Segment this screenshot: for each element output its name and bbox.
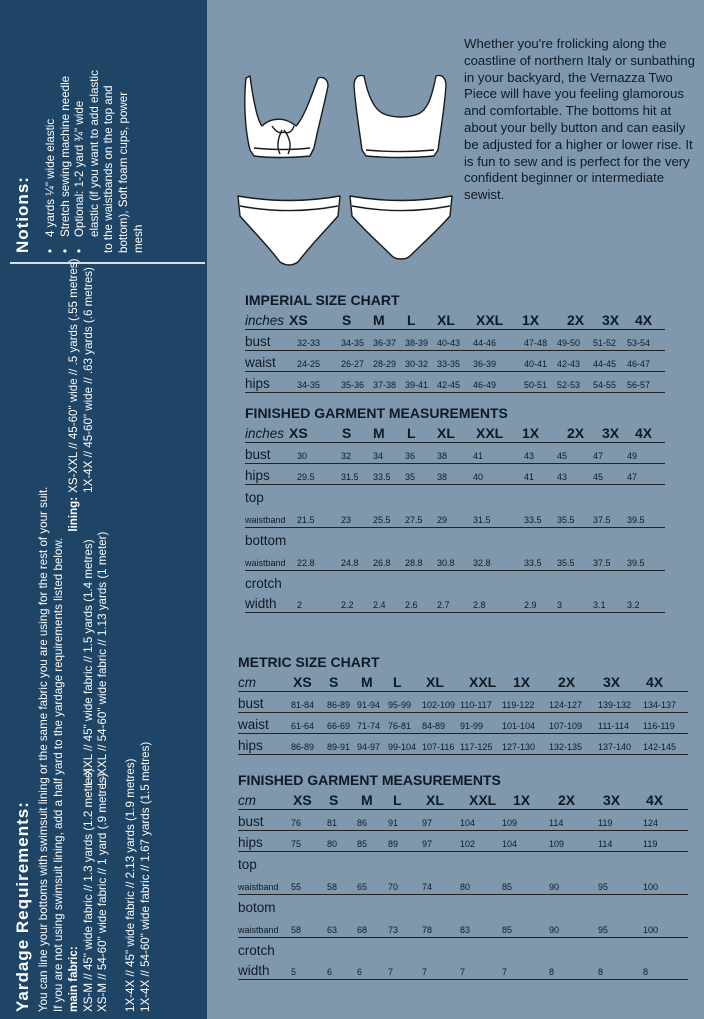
chart-cell: 81-84 bbox=[291, 700, 315, 710]
yardage-intro: You can line your bottoms with swimsuit lining or the same fabric you are using for the rest of your suit. bbox=[37, 486, 50, 1012]
hips-row bbox=[238, 831, 688, 852]
yardage-line: L-XXL // 45" wide fabric // 1.5 yards (1.4 metres) bbox=[81, 539, 95, 786]
chart-cell: 37.5 bbox=[593, 515, 611, 525]
chart-cell: 139-132 bbox=[598, 700, 632, 710]
yardage-line: XS-XXL // 45-60" wide // .5 yards (.55 metres) bbox=[67, 258, 81, 493]
chart-cell: 39-41 bbox=[405, 380, 429, 390]
unit-label: cm bbox=[238, 675, 256, 690]
bikini-top-front-illustration bbox=[354, 75, 446, 157]
size-header-cell: 1X bbox=[522, 312, 540, 328]
size-header-cell: XXL bbox=[469, 674, 497, 690]
size-header-row bbox=[245, 422, 665, 443]
chart-cell: 50-51 bbox=[524, 380, 548, 390]
crotch-width-row bbox=[238, 959, 688, 980]
row-label: bottom bbox=[245, 533, 287, 548]
chart-cell: 41 bbox=[473, 451, 484, 461]
chart-cell: 33.5 bbox=[524, 515, 542, 525]
chart-cell: 28-29 bbox=[373, 359, 397, 369]
row-label: waist bbox=[238, 717, 269, 732]
chart-cell: 114 bbox=[549, 818, 564, 828]
size-header-cell: XS bbox=[293, 674, 312, 690]
size-header-cell: 3X bbox=[602, 425, 620, 441]
size-header-cell: S bbox=[329, 792, 339, 808]
chart-cell: 66-69 bbox=[327, 721, 351, 731]
chart-cell: 85 bbox=[502, 882, 513, 892]
metric-finished-title: FINISHED GARMENT MEASUREMENTS bbox=[238, 772, 501, 788]
chart-cell: 73 bbox=[388, 925, 399, 935]
row-label: crotch bbox=[245, 576, 282, 591]
yardage-line: XS-M // 54-60" wide fabric // 1 yard (.9 metres) bbox=[96, 773, 110, 1012]
pattern-description: Whether you're frolicking along the coastline of northern Italy or sunbathing in your backyard, the Vernazza Two Piece will have you feeling glamorous and comfortable. The bottoms hit at about your belly button and can easily be adjusted for a higher or lower rise. It is fun to sew and is perfect for the very confident beginner or intermediate sewist. bbox=[464, 36, 695, 203]
size-header-cell: M bbox=[361, 792, 373, 808]
chart-cell: 86-89 bbox=[327, 700, 351, 710]
bust-row bbox=[245, 443, 665, 464]
chart-cell: 32 bbox=[341, 451, 352, 461]
chart-cell: 86-89 bbox=[291, 742, 315, 752]
row-label: waistband bbox=[245, 558, 286, 568]
imperial-finished-measurements bbox=[245, 404, 665, 613]
chart-cell: 2.8 bbox=[473, 600, 486, 610]
chart-cell: 46-47 bbox=[627, 359, 651, 369]
yardage-heading: Yardage Requirements: bbox=[13, 801, 32, 1012]
chart-cell: 44-45 bbox=[593, 359, 617, 369]
size-header-row bbox=[238, 789, 688, 810]
yardage-column bbox=[67, 532, 153, 786]
crotch-label-row bbox=[245, 571, 665, 592]
chart-cell: 8 bbox=[598, 967, 604, 977]
chart-cell: 24-25 bbox=[297, 359, 321, 369]
bikini-top-back-illustration bbox=[245, 76, 328, 158]
size-header-cell: XS bbox=[293, 792, 312, 808]
chart-cell: 26-27 bbox=[341, 359, 365, 369]
chart-cell: 3.2 bbox=[627, 600, 640, 610]
chart-cell: 80 bbox=[460, 882, 471, 892]
yardage-column bbox=[67, 741, 153, 1012]
chart-cell: 38 bbox=[437, 451, 448, 461]
chart-cell: 71-74 bbox=[357, 721, 381, 731]
row-label: width bbox=[238, 963, 270, 978]
yardage-section bbox=[12, 258, 153, 1012]
chart-cell: 95 bbox=[598, 925, 609, 935]
crotch-width-row bbox=[245, 592, 665, 613]
chart-cell: 8 bbox=[643, 967, 649, 977]
chart-cell: 49 bbox=[627, 451, 638, 461]
chart-cell: 74 bbox=[422, 882, 433, 892]
bikini-bottom-back-illustration bbox=[238, 196, 340, 265]
row-label: hips bbox=[245, 376, 270, 391]
chart-cell: 34 bbox=[373, 451, 384, 461]
chart-cell: 58 bbox=[291, 925, 302, 935]
chart-cell: 36-39 bbox=[473, 359, 497, 369]
size-header-cell: L bbox=[407, 425, 416, 441]
row-label: bust bbox=[245, 447, 271, 462]
chart-cell: 91-99 bbox=[460, 721, 484, 731]
chart-cell: 101-104 bbox=[502, 721, 536, 731]
row-label: hips bbox=[245, 468, 270, 483]
crotch-label-row bbox=[238, 938, 688, 959]
chart-cell: 81 bbox=[327, 818, 338, 828]
notions-list bbox=[44, 13, 146, 253]
chart-cell: 22.8 bbox=[297, 558, 315, 568]
imperial-chart-title: IMPERIAL SIZE CHART bbox=[245, 292, 400, 308]
bottom-waistband-row bbox=[245, 549, 665, 571]
chart-cell: 86 bbox=[357, 818, 368, 828]
chart-cell: 49-50 bbox=[557, 338, 581, 348]
notions-item: • Optional: 1-2 yard ¾" wide bbox=[73, 13, 88, 253]
chart-cell: 36 bbox=[405, 451, 416, 461]
row-label: width bbox=[245, 596, 277, 611]
size-header-cell: XL bbox=[437, 425, 455, 441]
chart-cell: 91 bbox=[388, 818, 399, 828]
row-label: hips bbox=[238, 835, 263, 850]
metric-finished-measurements bbox=[238, 771, 688, 980]
unit-label: cm bbox=[238, 793, 256, 808]
row-label: bust bbox=[238, 696, 264, 711]
notions-continuation: bottom), Soft foam cups, power bbox=[116, 91, 130, 253]
chart-cell: 94-97 bbox=[357, 742, 381, 752]
chart-cell: 5 bbox=[291, 967, 297, 977]
measurement-row bbox=[245, 372, 665, 393]
chart-cell: 52-53 bbox=[557, 380, 581, 390]
size-header-cell: XL bbox=[426, 674, 444, 690]
chart-cell: 47-48 bbox=[524, 338, 548, 348]
unit-label: inches bbox=[245, 426, 285, 441]
size-header-cell: L bbox=[393, 792, 402, 808]
bottom-label-row bbox=[245, 528, 665, 549]
chart-cell: 25.5 bbox=[373, 515, 391, 525]
row-label: crotch bbox=[238, 943, 275, 958]
chart-cell: 76 bbox=[291, 818, 302, 828]
row-label: bust bbox=[238, 814, 264, 829]
imperial-size-chart bbox=[245, 291, 665, 393]
chart-cell: 29.5 bbox=[297, 472, 315, 482]
chart-cell: 61-64 bbox=[291, 721, 315, 731]
notions-item: • 4 yards ¼" wide elastic bbox=[44, 13, 59, 253]
chart-cell: 97 bbox=[422, 818, 433, 828]
size-header-cell: 1X bbox=[513, 674, 531, 690]
size-header-cell: XXL bbox=[476, 312, 504, 328]
chart-cell: 21.5 bbox=[297, 515, 315, 525]
row-label: botom bbox=[238, 900, 276, 915]
chart-cell: 6 bbox=[327, 967, 333, 977]
size-header-cell: 2X bbox=[567, 312, 585, 328]
chart-cell: 7 bbox=[388, 967, 394, 977]
yardage-intro: If you are not using swimsuit lining, add a half yard to the yardage requirements listed below. bbox=[51, 537, 65, 1012]
chart-cell: 35-36 bbox=[341, 380, 365, 390]
size-header-cell: XL bbox=[437, 312, 455, 328]
size-header-cell: M bbox=[373, 312, 385, 328]
measurement-row bbox=[245, 330, 665, 351]
chart-cell: 39.5 bbox=[627, 515, 645, 525]
chart-cell: 137-140 bbox=[598, 742, 632, 752]
size-header-cell: S bbox=[329, 674, 339, 690]
garment-illustrations bbox=[232, 66, 457, 276]
row-label: waist bbox=[245, 355, 276, 370]
measurement-row bbox=[238, 692, 688, 713]
size-header-cell: XL bbox=[426, 792, 444, 808]
chart-cell: 75 bbox=[291, 839, 302, 849]
row-label: top bbox=[238, 857, 257, 872]
size-header-cell: 3X bbox=[603, 792, 621, 808]
chart-cell: 51-52 bbox=[593, 338, 617, 348]
chart-cell: 63 bbox=[327, 925, 338, 935]
chart-cell: 2.9 bbox=[524, 600, 537, 610]
chart-cell: 28.8 bbox=[405, 558, 423, 568]
chart-cell: 47 bbox=[593, 451, 604, 461]
chart-cell: 32.8 bbox=[473, 558, 491, 568]
bikini-bottom-front-illustration bbox=[350, 196, 452, 259]
top-label-row bbox=[245, 485, 665, 506]
chart-cell: 119 bbox=[643, 839, 658, 849]
chart-cell: 107-109 bbox=[549, 721, 583, 731]
chart-cell: 23 bbox=[341, 515, 352, 525]
size-header-cell: L bbox=[407, 312, 416, 328]
top-label-row bbox=[238, 852, 688, 873]
chart-cell: 45 bbox=[593, 472, 604, 482]
chart-cell: 45 bbox=[557, 451, 568, 461]
chart-cell: 40-43 bbox=[437, 338, 461, 348]
chart-cell: 38-39 bbox=[405, 338, 429, 348]
chart-cell: 84-89 bbox=[422, 721, 446, 731]
chart-cell: 102 bbox=[460, 839, 476, 849]
measurement-row bbox=[238, 734, 688, 755]
chart-cell: 2.6 bbox=[405, 600, 418, 610]
chart-cell: 39.5 bbox=[627, 558, 645, 568]
chart-cell: 36-37 bbox=[373, 338, 397, 348]
chart-cell: 7 bbox=[502, 967, 508, 977]
chart-cell: 85 bbox=[502, 925, 513, 935]
chart-cell: 132-135 bbox=[549, 742, 583, 752]
yardage-line: 1X-4X // 45-60" wide // .63 yards (.6 metres) bbox=[81, 267, 95, 493]
chart-cell: 95-99 bbox=[388, 700, 412, 710]
yardage-line: L-XXL // 54-60" wide fabric // 1.13 yards (1 meter) bbox=[96, 531, 110, 786]
size-header-cell: XS bbox=[289, 425, 308, 441]
notions-section bbox=[12, 13, 146, 253]
chart-cell: 104 bbox=[502, 839, 518, 849]
chart-cell: 42-45 bbox=[437, 380, 461, 390]
chart-cell: 31.5 bbox=[473, 515, 491, 525]
size-header-cell: 4X bbox=[635, 425, 653, 441]
imperial-finished-title: FINISHED GARMENT MEASUREMENTS bbox=[245, 405, 508, 421]
chart-cell: 91-94 bbox=[357, 700, 381, 710]
yardage-column bbox=[67, 258, 153, 532]
chart-cell: 142-145 bbox=[643, 742, 677, 752]
size-header-cell: XXL bbox=[469, 792, 497, 808]
chart-cell: 35 bbox=[405, 472, 416, 482]
chart-cell: 2.4 bbox=[373, 600, 386, 610]
sidebar-panel bbox=[0, 0, 207, 1019]
chart-cell: 34-35 bbox=[341, 338, 365, 348]
chart-cell: 44-46 bbox=[473, 338, 497, 348]
chart-cell: 7 bbox=[422, 967, 428, 977]
size-header-cell: 4X bbox=[646, 792, 664, 808]
chart-cell: 100 bbox=[643, 882, 659, 892]
yardage-line: XS-M // 45" wide fabric // 1.3 yards (1.2 metres) bbox=[81, 768, 95, 1012]
size-header-row bbox=[238, 671, 688, 692]
chart-cell: 134-137 bbox=[643, 700, 677, 710]
size-header-cell: 4X bbox=[635, 312, 653, 328]
chart-cell: 97 bbox=[422, 839, 433, 849]
size-header-cell: 1X bbox=[513, 792, 531, 808]
chart-cell: 119-122 bbox=[502, 700, 535, 710]
chart-cell: 3.1 bbox=[593, 600, 606, 610]
chart-cell: 80 bbox=[327, 839, 338, 849]
yardage-line: 1X-4X // 45" wide fabric // 2.13 yards (1.9 metres) bbox=[123, 758, 137, 1012]
chart-cell: 6 bbox=[357, 967, 363, 977]
chart-cell: 55 bbox=[291, 882, 302, 892]
chart-cell: 40-41 bbox=[524, 359, 548, 369]
notions-continuation: to the waistbands on the top and bbox=[102, 85, 116, 253]
size-header-cell: L bbox=[393, 674, 402, 690]
chart-cell: 35.5 bbox=[557, 515, 575, 525]
chart-cell: 68 bbox=[357, 925, 368, 935]
chart-cell: 38 bbox=[437, 472, 448, 482]
chart-cell: 89 bbox=[388, 839, 399, 849]
chart-cell: 78 bbox=[422, 925, 433, 935]
chart-cell: 8 bbox=[549, 967, 555, 977]
chart-cell: 27.5 bbox=[405, 515, 423, 525]
chart-cell: 33-35 bbox=[437, 359, 461, 369]
size-header-cell: 1X bbox=[522, 425, 540, 441]
chart-cell: 33.5 bbox=[524, 558, 542, 568]
top-waistband-row bbox=[238, 873, 688, 895]
chart-cell: 85 bbox=[357, 839, 368, 849]
chart-cell: 24.8 bbox=[341, 558, 359, 568]
size-header-cell: XS bbox=[289, 312, 308, 328]
chart-cell: 30.8 bbox=[437, 558, 455, 568]
chart-cell: 116-119 bbox=[643, 721, 675, 731]
size-header-cell: S bbox=[342, 312, 352, 328]
chart-cell: 54-55 bbox=[593, 380, 617, 390]
chart-cell: 33.5 bbox=[373, 472, 391, 482]
chart-cell: 111-114 bbox=[598, 721, 630, 731]
chart-cell: 76-81 bbox=[388, 721, 412, 731]
size-header-row bbox=[245, 309, 665, 330]
chart-cell: 127-130 bbox=[502, 742, 536, 752]
size-header-cell: 2X bbox=[567, 425, 585, 441]
unit-label: inches bbox=[245, 313, 285, 328]
chart-cell: 70 bbox=[388, 882, 399, 892]
notions-heading: Notions: bbox=[13, 176, 32, 253]
bottom-waistband-row bbox=[238, 916, 688, 938]
chart-cell: 100 bbox=[643, 925, 659, 935]
size-header-cell: XXL bbox=[476, 425, 504, 441]
chart-cell: 32-33 bbox=[297, 338, 321, 348]
chart-cell: 34-35 bbox=[297, 380, 321, 390]
row-label: waistband bbox=[238, 925, 279, 935]
chart-cell: 56-57 bbox=[627, 380, 651, 390]
chart-cell: 42-43 bbox=[557, 359, 581, 369]
chart-cell: 31.5 bbox=[341, 472, 359, 482]
chart-cell: 109 bbox=[502, 818, 518, 828]
measurement-row bbox=[245, 351, 665, 372]
notions-item: • Stretch sewing machine needle bbox=[59, 13, 74, 253]
size-header-cell: S bbox=[342, 425, 352, 441]
chart-cell: 41 bbox=[524, 472, 535, 482]
chart-cell: 114 bbox=[598, 839, 613, 849]
chart-cell: 26.8 bbox=[373, 558, 391, 568]
chart-cell: 7 bbox=[460, 967, 466, 977]
size-header-cell: 4X bbox=[646, 674, 664, 690]
main-fabric-label: main fabric: bbox=[67, 946, 81, 1012]
row-label: bust bbox=[245, 334, 271, 349]
chart-cell: 102-109 bbox=[422, 700, 456, 710]
chart-cell: 43 bbox=[524, 451, 535, 461]
chart-cell: 110-117 bbox=[460, 700, 492, 710]
bottom-label-row bbox=[238, 895, 688, 916]
measurement-row bbox=[238, 713, 688, 734]
size-header-cell: M bbox=[361, 674, 373, 690]
chart-cell: 40 bbox=[473, 472, 484, 482]
chart-cell: 109 bbox=[549, 839, 565, 849]
chart-cell: 2.7 bbox=[437, 600, 450, 610]
chart-cell: 3 bbox=[557, 600, 563, 610]
chart-cell: 2 bbox=[297, 600, 303, 610]
size-header-cell: 2X bbox=[558, 674, 576, 690]
lining-label: lining: bbox=[67, 496, 81, 532]
chart-cell: 65 bbox=[357, 882, 368, 892]
chart-cell: 43 bbox=[557, 472, 568, 482]
size-header-cell: 3X bbox=[602, 312, 620, 328]
row-label: waistband bbox=[245, 515, 286, 525]
chart-cell: 83 bbox=[460, 925, 471, 935]
chart-cell: 117-125 bbox=[460, 742, 493, 752]
top-waistband-row bbox=[245, 506, 665, 528]
chart-cell: 37-38 bbox=[373, 380, 397, 390]
chart-cell: 107-116 bbox=[422, 742, 455, 752]
chart-cell: 47 bbox=[627, 472, 638, 482]
chart-cell: 99-104 bbox=[388, 742, 417, 752]
chart-cell: 90 bbox=[549, 925, 560, 935]
row-label: hips bbox=[238, 738, 263, 753]
chart-cell: 58 bbox=[327, 882, 338, 892]
metric-size-chart bbox=[238, 653, 688, 755]
chart-cell: 30-32 bbox=[405, 359, 429, 369]
notions-continuation: mesh bbox=[131, 224, 145, 253]
size-header-cell: 2X bbox=[558, 792, 576, 808]
chart-cell: 124-127 bbox=[549, 700, 583, 710]
chart-cell: 37.5 bbox=[593, 558, 611, 568]
chart-cell: 89-91 bbox=[327, 742, 351, 752]
yardage-line: 1X-4X // 54-60" wide fabric // 1.67 yards (1.5 metres) bbox=[138, 741, 152, 1012]
chart-cell: 124 bbox=[643, 818, 659, 828]
chart-cell: 35.5 bbox=[557, 558, 575, 568]
chart-cell: 53-54 bbox=[627, 338, 651, 348]
chart-cell: 90 bbox=[549, 882, 560, 892]
bust-row bbox=[238, 810, 688, 831]
size-header-cell: 3X bbox=[603, 674, 621, 690]
metric-chart-title: METRIC SIZE CHART bbox=[238, 654, 380, 670]
chart-cell: 95 bbox=[598, 882, 609, 892]
chart-cell: 119 bbox=[598, 818, 613, 828]
notions-continuation: elastic (if you want to add elastic bbox=[87, 70, 101, 237]
chart-cell: 29 bbox=[437, 515, 448, 525]
row-label: waistband bbox=[238, 882, 279, 892]
chart-cell: 2.2 bbox=[341, 600, 354, 610]
size-header-cell: M bbox=[373, 425, 385, 441]
chart-cell: 104 bbox=[460, 818, 476, 828]
row-label: top bbox=[245, 490, 264, 505]
chart-cell: 30 bbox=[297, 451, 308, 461]
hips-row bbox=[245, 464, 665, 485]
chart-cell: 46-49 bbox=[473, 380, 497, 390]
